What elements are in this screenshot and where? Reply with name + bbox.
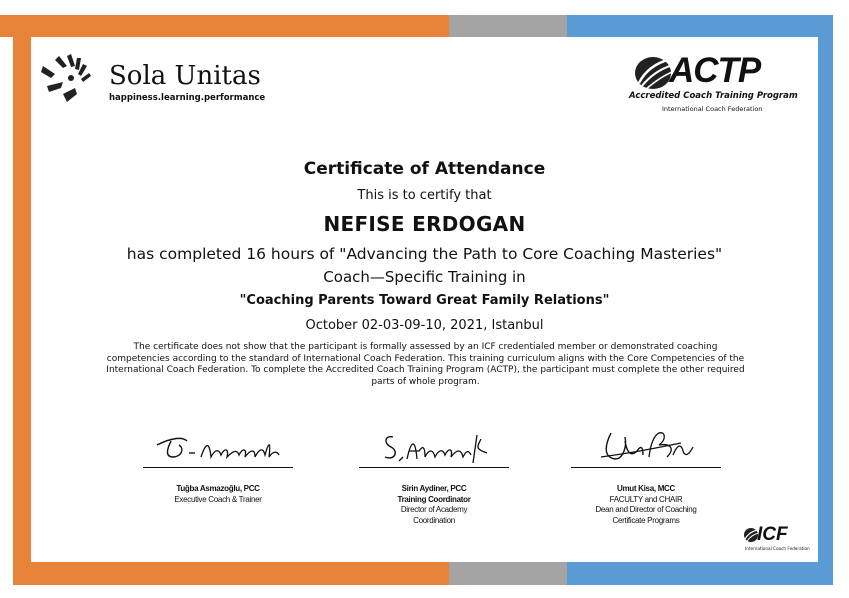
frame-bottom-blue [567,562,833,585]
completion-statement: has completed 16 hours of "Advancing the Path to Core Coaching Masteries" [126,245,723,263]
certificate-title: Certificate of Attendance [303,159,546,179]
recipient-name: NEFISE ERDOGAN [323,212,526,236]
signature-line [143,467,293,468]
actp-organization: International Coach Federation [662,105,763,113]
signatory-role-detail: Certificate Programs [612,515,680,525]
certificate-body [31,37,818,562]
signature-block-3 [561,427,731,526]
sola-unitas-emblem-icon [41,52,103,104]
signatory-name: Umut Kisa, MCC [616,484,676,493]
frame-bottom-orange [13,562,449,585]
signatory-role: Executive Coach & Trainer [174,494,262,504]
signatory-role-detail: Director of Academy [400,505,468,514]
frame-right-blue [818,15,833,585]
program-title: "Coaching Parents Toward Great Family Relations" [239,293,610,308]
signature-block-2 [349,427,519,526]
actp-subtitle: Accredited Coach Training Program [629,91,798,101]
signature-image [143,427,293,467]
frame-top-blue [567,15,833,37]
sola-unitas-name: Sola Unitas [109,61,261,91]
sola-unitas-logo [41,52,266,107]
signatory-role: FACULTY and CHAIR [609,494,683,504]
signature-line [359,467,509,468]
signature-block-1 [133,427,303,505]
training-dates: October 02-03-09-10, 2021, Istanbul [305,318,544,333]
frame-top-gray [449,15,567,37]
icf-subtitle: International Coach Federation [745,546,810,551]
signatory-name: Sirin Aydiner, PCC [401,484,467,493]
training-type: Coach—Specific Training in [323,268,526,286]
frame-top-orange [0,15,449,37]
signature-line [571,467,721,468]
signatory-role: Training Coordinator [397,494,471,504]
actp-wordmark: ACTP [669,51,761,90]
signature-image [571,427,721,467]
signatory-name: Tuğba Asmazoğlu, PCC [176,484,260,493]
disclaimer-text: The certificate does not show that the participant is formally assessed by an ICF credentialed member or demonstrated coaching competencies according to the standard of International Coach Federation. This training curriculum aligns with the Core Competencies of the International Coach Federation. To complete the Accredited Coach Training Program (ACTP), the participant must complete the other required parts of whole program. [106,342,745,387]
signatory-role-detail: Coordination [413,515,455,525]
frame-bottom-gray [449,562,567,585]
sola-unitas-tagline: happiness.learning.performance [109,93,266,103]
signatory-role-detail: Dean and Director of Coaching [595,505,697,514]
icf-wordmark: ICF [757,524,788,545]
icf-logo [743,524,810,553]
actp-logo [621,51,801,115]
certify-intro: This is to certify that [357,188,492,203]
signature-image [359,427,509,467]
frame-left-orange [13,15,31,585]
